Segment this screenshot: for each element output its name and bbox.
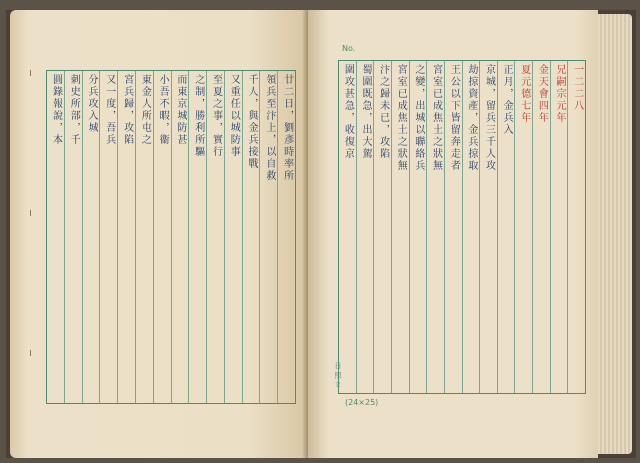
column-text: 蜀圍既急，出大駕 — [359, 64, 371, 160]
manuscript-column — [224, 71, 242, 403]
manuscript-column — [339, 61, 356, 393]
column-text: 之變，出城以聯絡兵 — [412, 64, 424, 172]
left-page — [10, 10, 308, 458]
manuscript-column — [153, 71, 171, 403]
column-text: 兄嗣宗元年 — [554, 64, 566, 124]
grid-size-label: (24×25) — [345, 398, 379, 407]
page-edges — [598, 14, 632, 454]
manuscript-column — [462, 61, 480, 393]
column-text: 東金人所屯之 — [139, 74, 151, 146]
column-text: 宮兵歸，攻陷 — [121, 74, 133, 146]
column-text: 京城，留兵三千人攻 — [483, 64, 495, 172]
manuscript-column — [514, 61, 532, 393]
column-text: 劫掠資產，金兵掠取 — [465, 64, 477, 172]
column-text: 王公以下皆留奔走者 — [448, 64, 460, 172]
manuscript-column — [135, 71, 153, 403]
column-text: 領兵至汴上，以自救 — [263, 74, 275, 182]
manuscript-column — [117, 71, 135, 403]
manuscript-column — [99, 71, 117, 403]
manuscript-column — [444, 61, 462, 393]
column-text: 而東京城防甚 — [174, 74, 186, 146]
column-text: 汴之歸未已，攻陷 — [377, 64, 389, 160]
manuscript-column — [259, 71, 277, 403]
manuscript-column — [171, 71, 189, 403]
manuscript-column — [206, 71, 224, 403]
column-text: 又一度，吾兵 — [103, 74, 115, 146]
column-text: 一二二八 — [571, 64, 583, 112]
manuscript-column — [188, 71, 206, 403]
column-text: 正月，金兵入 — [501, 64, 513, 136]
column-text: 夏元德七年 — [518, 64, 530, 124]
manuscript-column — [409, 61, 427, 393]
manuscript-column — [497, 61, 515, 393]
manuscript-column — [426, 61, 444, 393]
column-text: 圍攻甚急，收復京 — [342, 64, 354, 160]
manuscript-column — [532, 61, 550, 393]
manuscript-column — [356, 61, 374, 393]
column-text: 刺史所部，千 — [68, 74, 80, 146]
stitch-mark — [30, 210, 31, 216]
column-text: 至夏之事，實行 — [210, 74, 222, 158]
column-text: 金天會四年 — [536, 64, 548, 124]
column-text: 圓錄報說，本 — [50, 74, 62, 146]
manuscript-column — [277, 71, 295, 403]
manuscript-column — [47, 71, 64, 403]
stitch-mark — [30, 350, 31, 356]
column-text: 分兵攻入城 — [86, 74, 98, 134]
manuscript-column — [567, 61, 585, 393]
column-text: 廿二日，劉彥時率所 — [281, 74, 293, 182]
column-text: 千人，與金兵接戰 — [246, 74, 258, 170]
manuscript-column — [479, 61, 497, 393]
manuscript-column — [242, 71, 260, 403]
right-manuscript-grid — [338, 60, 586, 394]
left-manuscript-grid — [46, 70, 296, 404]
stitch-mark — [30, 70, 31, 76]
column-text: 又重任以城防事 — [228, 74, 240, 158]
number-label: No. — [342, 44, 356, 53]
manuscript-column — [550, 61, 568, 393]
column-text: 宮室已成焦土之狀無 — [395, 64, 407, 172]
column-text: 宮室已成焦土之狀無 — [430, 64, 442, 172]
manuscript-column — [82, 71, 100, 403]
column-text: 之制，勝利所驅 — [192, 74, 204, 158]
manuscript-column — [373, 61, 391, 393]
manuscript-column — [64, 71, 82, 403]
column-text: 小吾不暇，衞 — [157, 74, 169, 146]
manuscript-column — [391, 61, 409, 393]
margin-mark: 日 照 ま — [334, 362, 342, 388]
